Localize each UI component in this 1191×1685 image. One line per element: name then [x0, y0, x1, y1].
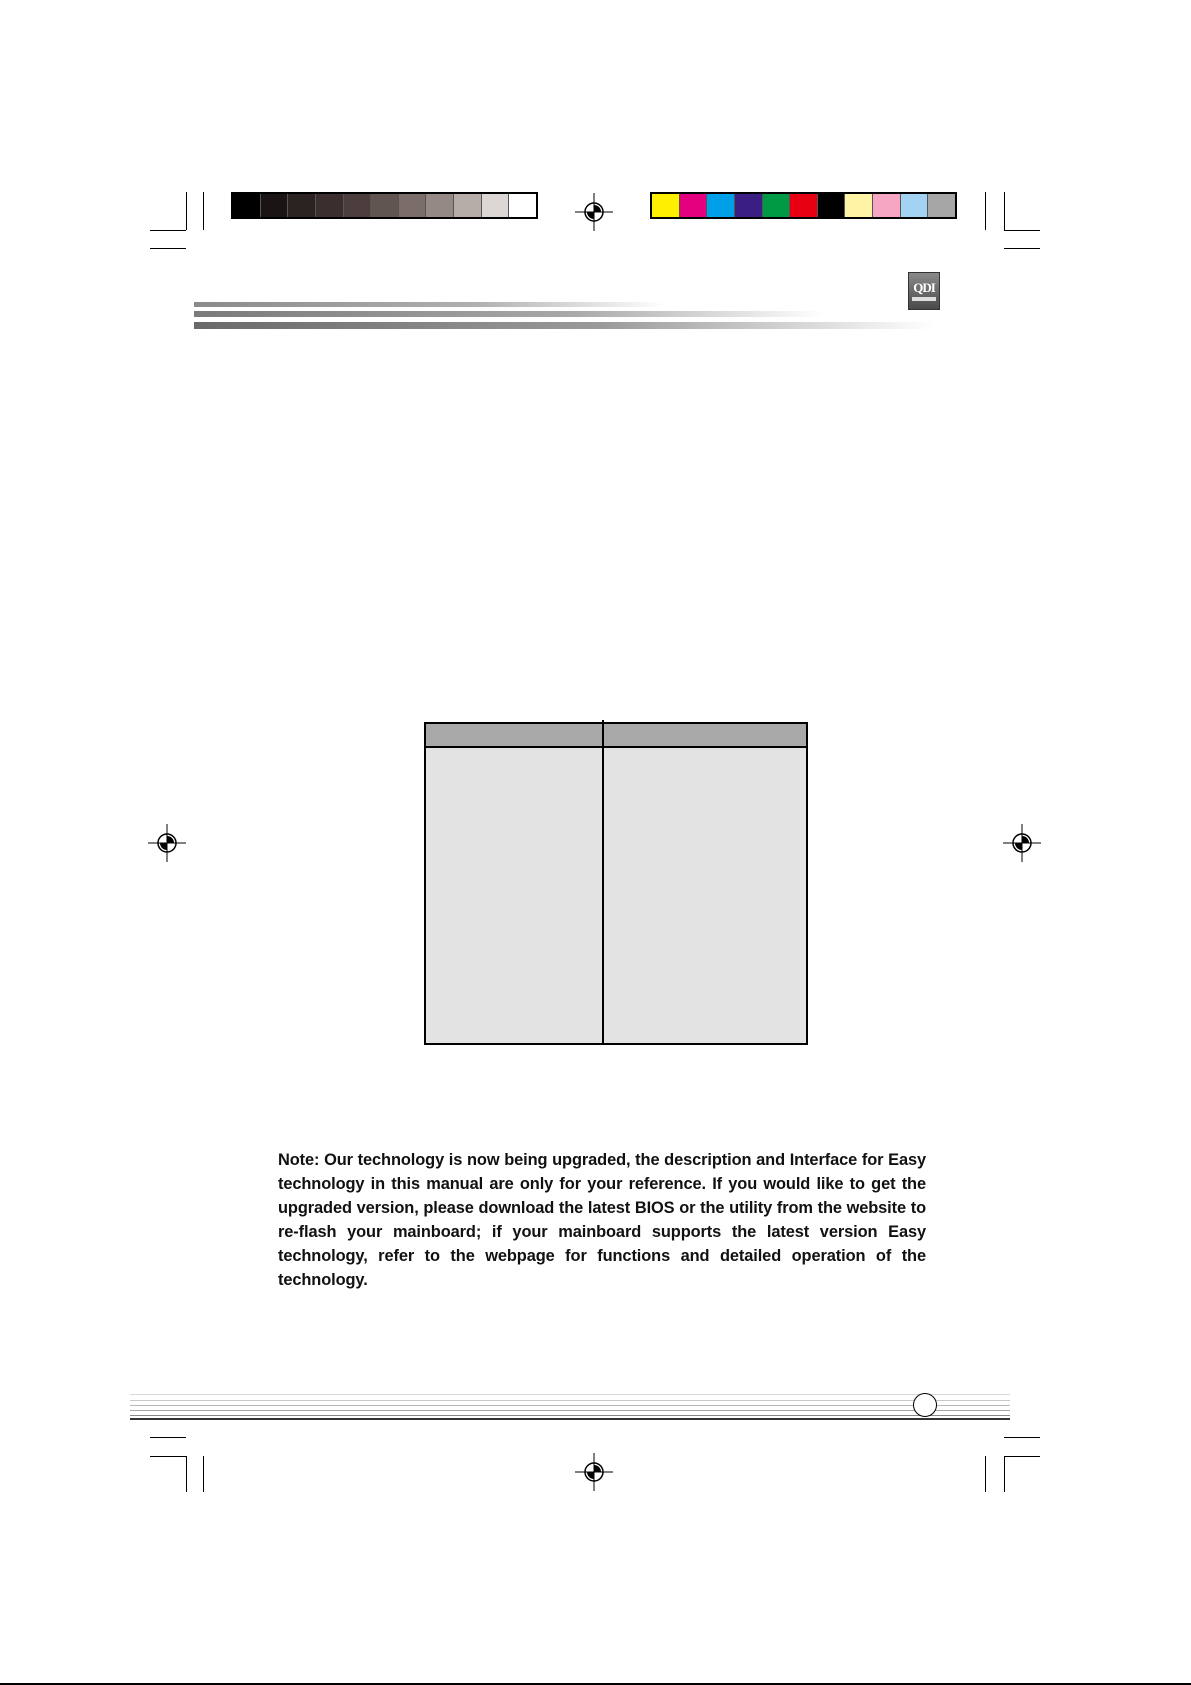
grayscale-color-bar [231, 192, 538, 219]
process-color-swatch [680, 194, 708, 217]
table-header-row [426, 724, 806, 748]
grayscale-swatch [316, 194, 344, 217]
note-paragraph: Note: Our technology is now being upgraded, the description and Interface for Easy technology in this manual are only for your reference. If you would like to get the upgraded version, please download the latest BIOS or the utility from the website to re-flash your mainboard; if your mainboard supports the latest version Easy technology, refer to the webpage for functions and detailed operation of the technology. [278, 1151, 926, 1289]
registration-mark-top-icon [575, 193, 613, 231]
process-color-swatch [707, 194, 735, 217]
process-color-bar [650, 192, 957, 219]
grayscale-swatch [261, 194, 289, 217]
grayscale-swatch [233, 194, 261, 217]
logo-underline [912, 297, 936, 301]
process-color-swatch [873, 194, 901, 217]
process-color-swatch [901, 194, 929, 217]
process-color-swatch [790, 194, 818, 217]
grayscale-swatch [509, 194, 536, 217]
process-color-swatch [652, 194, 680, 217]
process-color-swatch [735, 194, 763, 217]
grayscale-swatch [482, 194, 510, 217]
grayscale-swatch [371, 194, 399, 217]
qdi-logo [908, 272, 940, 310]
table-header-left [426, 724, 602, 746]
settings-table [424, 722, 808, 1045]
table-column-divider [602, 720, 604, 1043]
registration-mark-bottom-icon [575, 1453, 613, 1491]
table-header-right [602, 724, 806, 746]
grayscale-swatch [399, 194, 427, 217]
grayscale-swatch [288, 194, 316, 217]
registration-mark-left-icon [148, 824, 186, 862]
registration-mark-right-icon [1003, 824, 1041, 862]
process-color-swatch [763, 194, 791, 217]
process-color-swatch [818, 194, 846, 217]
process-color-swatch [845, 194, 873, 217]
grayscale-swatch [426, 194, 454, 217]
page-number-circle [913, 1393, 937, 1417]
grayscale-swatch [344, 194, 372, 217]
grayscale-swatch [454, 194, 482, 217]
process-color-swatch [928, 194, 955, 217]
logo-text: QDI [913, 280, 935, 295]
